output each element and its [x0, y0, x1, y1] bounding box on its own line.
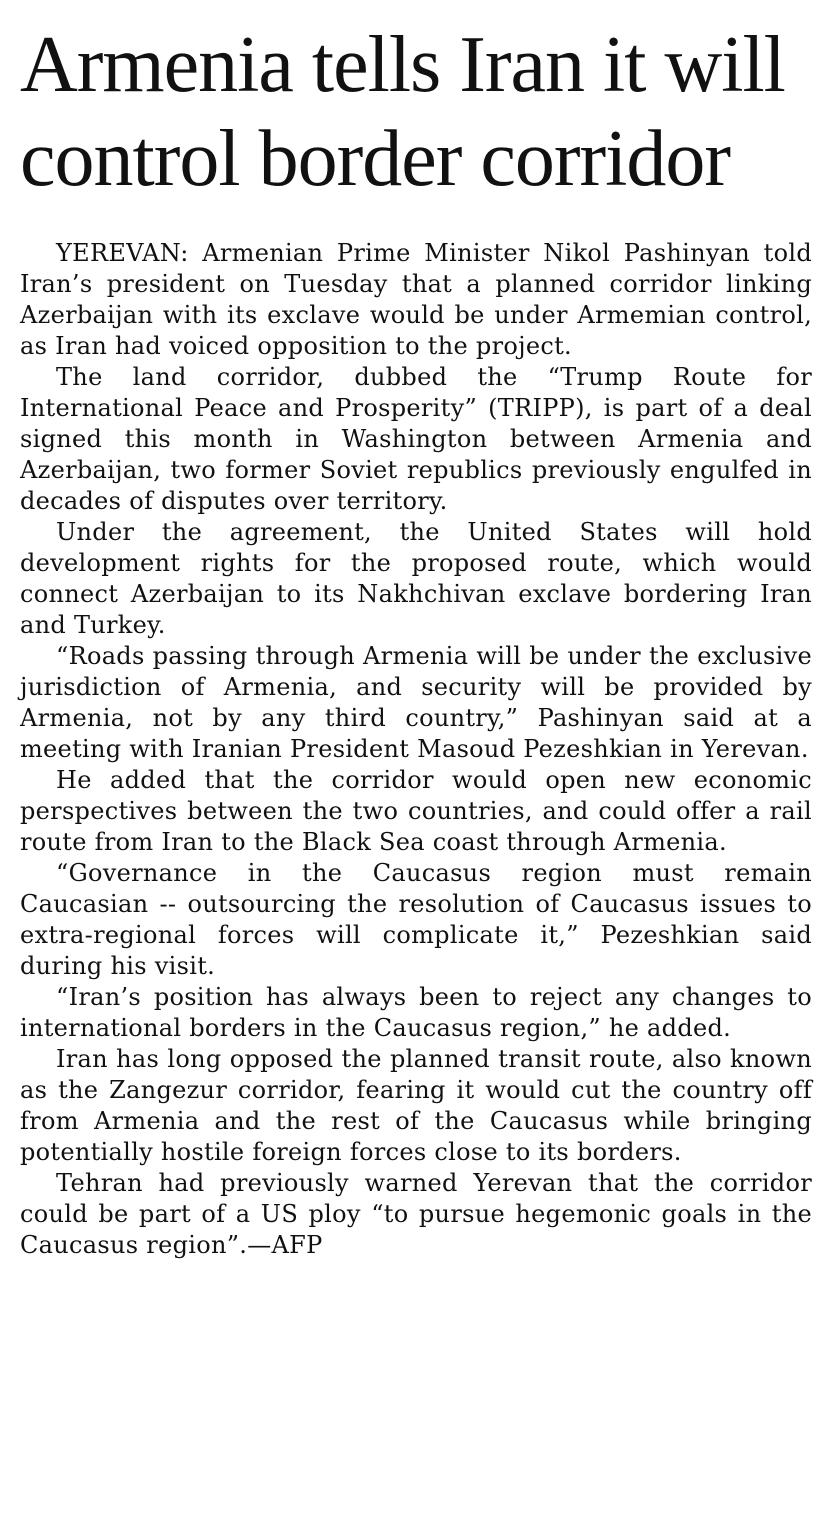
paragraph-5: He added that the corridor would open new economic perspectives between the two countries, and could offer a rail route from Iran to the Black Sea coast through Armenia.	[20, 766, 812, 856]
paragraph-8: Iran has long opposed the planned transit route, also known as the Zangezur corridor, fearing it would cut the country off from Armenia and the rest of the Caucasus while bringing potentially hostile foreign forces close to its borders.	[20, 1045, 812, 1166]
paragraph-6: “Governance in the Caucasus region must remain Caucasian -- outsourcing the resolution of Caucasus issues to extra-regional forces will complicate it,” Pezeshkian said during his visit.	[20, 859, 812, 980]
paragraph-2: The land corridor, dubbed the “Trump Route for International Peace and Prosperity” (TRIPP), is part of a deal signed this month in Washington between Armenia and Azerbaijan, two former Soviet republics previously engulfed in decades of disputes over territory.	[20, 363, 812, 515]
article-body	[20, 238, 812, 1261]
paragraph-7: “Iran’s position has always been to reject any changes to international borders in the Caucasus region,” he added.	[20, 983, 812, 1042]
paragraph-3: Under the agreement, the United States will hold development rights for the proposed route, which would connect Azerbaijan to its Nakhchivan exclave bordering Iran and Turkey.	[20, 518, 812, 639]
paragraph-9: Tehran had previously warned Yerevan that the corridor could be part of a US ploy “to pursue hegemonic goals in the Caucasus region”.—AFP	[20, 1169, 812, 1259]
paragraph-4: “Roads passing through Armenia will be under the exclusive jurisdiction of Armenia, and security will be provided by Armenia, not by any third country,” Pashinyan said at a meeting with Iranian President Masoud Pezeshkian in Yerevan.	[20, 642, 812, 763]
headline: Armenia tells Iran it will control border corridor	[20, 21, 785, 203]
news-article	[20, 18, 812, 1261]
paragraph-1: YEREVAN: Armenian Prime Minister Nikol Pashinyan told Iran’s president on Tuesday that a planned corridor linking Azerbaijan with its exclave would be under Armemian control, as Iran had voiced opposition to the project.	[20, 239, 812, 360]
